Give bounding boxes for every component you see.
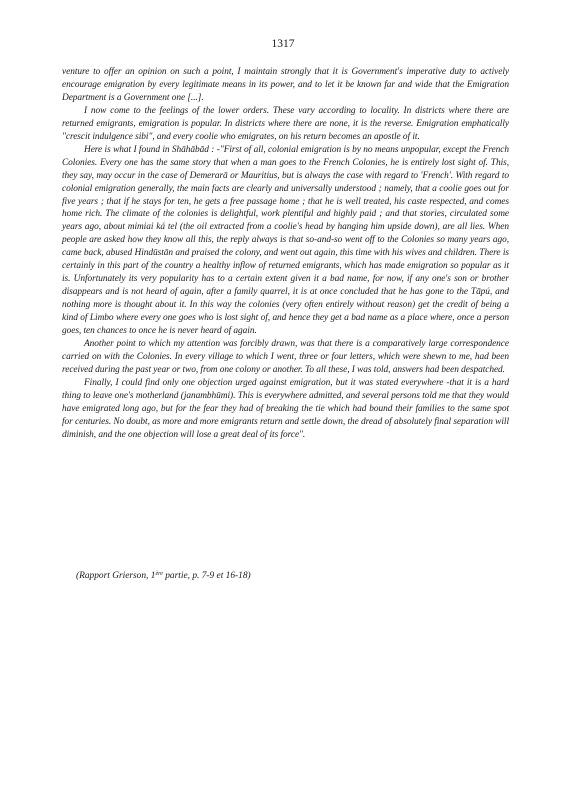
source-suffix: partie, p. 7-9 et 16-18) xyxy=(162,571,251,581)
paragraph-3: Here is what I found in Shāhābād : -"First of all, colonial emigration is by no means unpopular, except the French Colonies. Every one has the same story that when a man goes to the French Colonies, he is entirely lost sight of. This, they say, may occur in the case of Demerarā or Mauritius, but is always the case with regard to 'French'. With regard to colonial emigration generally, the main facts are clearly and universally understood ; namely, that a coolie goes out for five years ; that if he stays for ten, he gets a free passage home ; that he is well treated, his caste respected, and comes home rich. The climate of the colonies is delightful, work plentiful and highly paid ; and that stories, circulated some years ago, about mimiai ká tel (the oil extracted from a coolie's head by hanging him upside down), are all lies. When people are asked how they know all this, the reply always is that so-and-so went off to the Colonies so many years ago, came back, abused Hindūstān and praised the colony, and went out again, this time with his wives and children. There is certainly in this part of the country a healthy inflow of returned emigrants, which has made emigration so popular as it is. Unfortunately its very popularity has to a certain extent given it a bad name, for now, if any one's son or brother disappears and is not heard of again, after a family quarrel, it is at once concluded that he has gone to the Tāpú, and nothing more is thought about it. In this way the colonies (very often entirely without reason) get the credit of being a kind of Limbo where every one goes who is lost sight of, and hence they get a bad name as a place where, once a person goes, ten chances to once he is never heard of again. xyxy=(62,144,509,337)
paragraph-4: Another point to which my attention was forcibly drawn, was that there is a comparatively large correspondence carried on with the Colonies. In every village to which I went, three or four letters, which were shewn to me, had been received during the past year or two, from one colony or another. To all these, I was told, answers had been despatched. xyxy=(62,339,509,375)
source-prefix: (Rapport Grierson, 1 xyxy=(76,571,156,581)
page-number: 1317 xyxy=(271,38,295,50)
paragraph-2: I now come to the feelings of the lower orders. These vary according to locality. In districts where there are returned emigrants, emigration is popular. In districts where there are none, it is the reverse. Emigration emphatically "crescit indulgence sibi", and every coolie who emigrates, on his return becomes an apostle of it. xyxy=(62,105,509,142)
paragraph-5: Finally, I could find only one objection urged against emigration, but it was stated everywhere -that it is a hard thing to leave one's motherland (janambhūmi). This is everywhere admitted, and several persons told me that they would have emigrated long ago, but for the fear they had of breaking the tie which had bound their families to the same spot for centuries. No doubt, as more and more emigrants return and settle down, the dread of absolutely final separation will diminish, and the one objection will lose a great deal of its force". xyxy=(62,377,509,440)
source-superscript: ère xyxy=(155,571,163,577)
source-citation xyxy=(76,571,251,581)
body-text xyxy=(62,66,509,442)
paragraph-1: venture to offer an opinion on such a point, I maintain strongly that it is Government's imperative duty to actively encourage emigration by every legitimate means in its power, and to let it be known far and wide that the Emigration Department is a Government one [...]. xyxy=(62,67,509,103)
